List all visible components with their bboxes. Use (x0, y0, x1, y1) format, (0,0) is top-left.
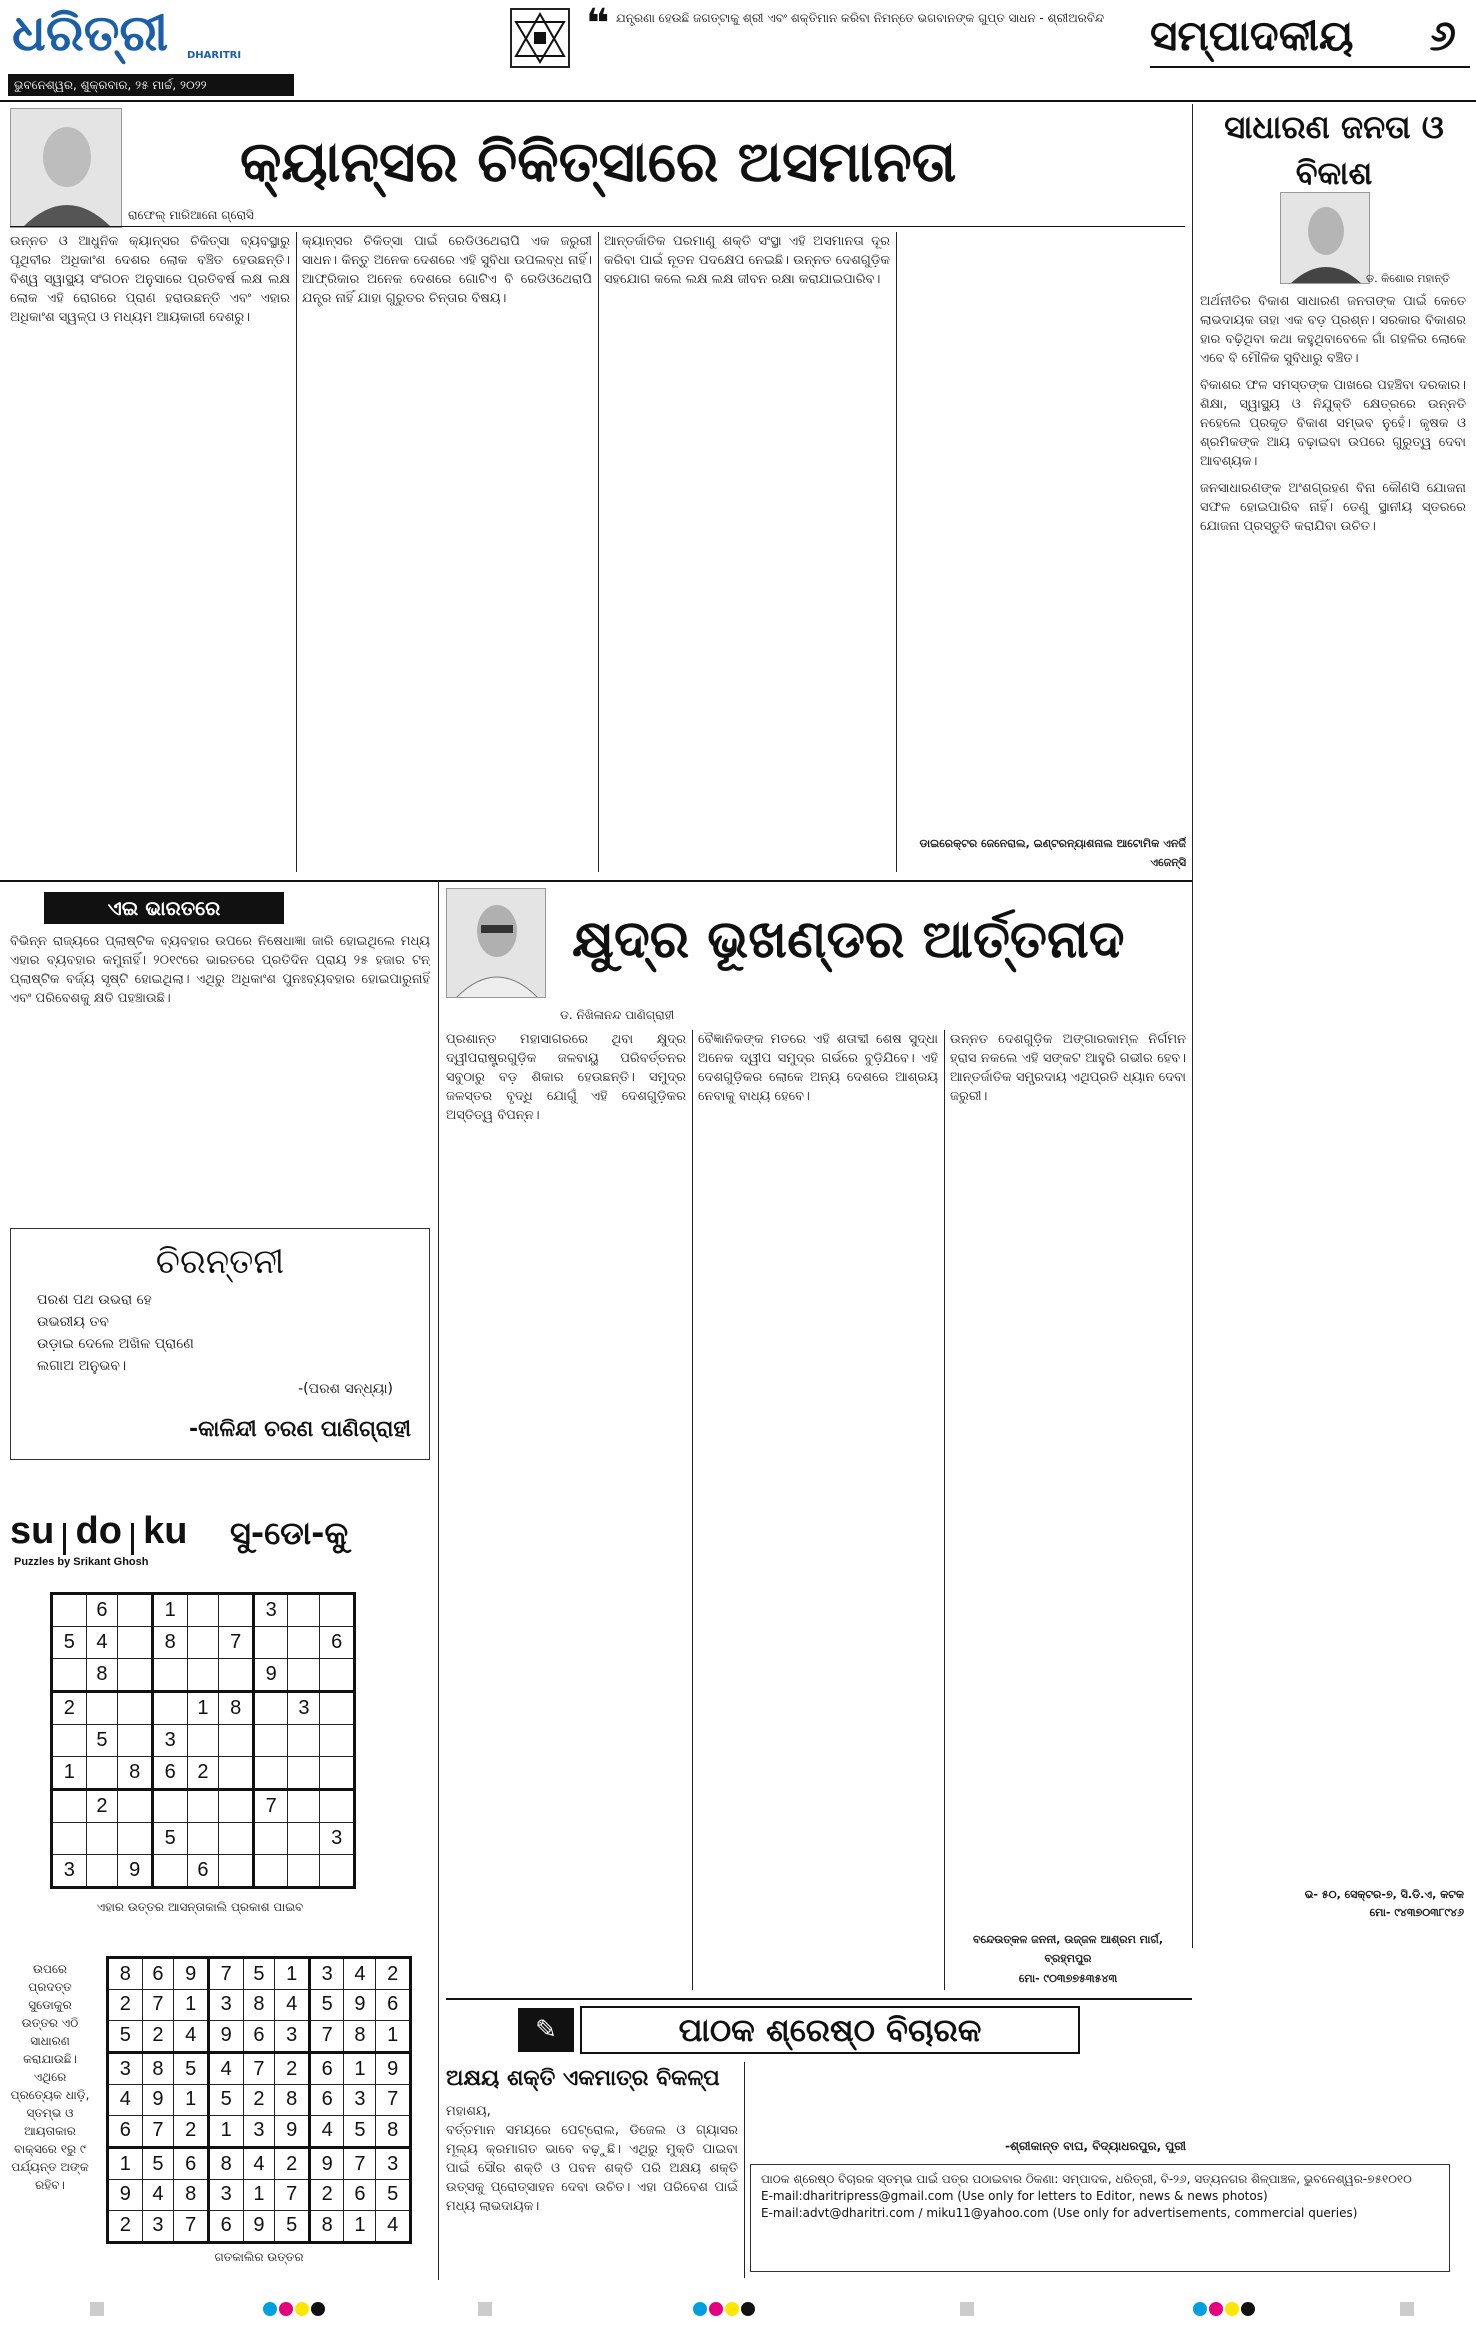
sudoku-row (52, 1789, 355, 1822)
sudoku-cell[interactable] (320, 1691, 355, 1724)
india-column (10, 932, 430, 1222)
sudoku-answer-cell: 2 (142, 2020, 174, 2052)
sudoku-answer-cell: 7 (208, 1958, 243, 1990)
masthead (0, 0, 1476, 100)
chirantani-line-2: ଉଭରୀୟ ତବ (37, 1314, 109, 1330)
chirantani-poet: -କାଳିନ୍ଦୀ ଚରଣ ପାଣିଗ୍ରାହୀ (188, 1417, 411, 1442)
side-paragraph-1: ଅର୍ଥନୀତିର ବିକାଶ ସାଧାରଣ ଜନତାଙ୍କ ପାଇଁ କେତେ ଲାଭଦାୟକ ତାହା ଏକ ବଡ଼ ପ୍ରଶ୍ନ। ସରକାର ବିକାଶର ହାର ବଢ଼ିଥିବା କଥା କହୁଥିବାବେଳେ ଗାଁ ଗହଳିର ଲୋକେ ଏବେ ବି ମୌଳିକ ସୁବିଧାରୁ ବଞ୍ଚିତ। (1200, 294, 1466, 366)
sudoku-cell[interactable] (118, 1658, 153, 1691)
sudoku-answer-cell: 4 (243, 2147, 275, 2179)
lead-bottom-rule (0, 880, 1192, 882)
sudoku-cell[interactable] (52, 1658, 87, 1691)
sudoku-answer-cell: 1 (344, 2210, 376, 2242)
sudoku-cell[interactable] (320, 1756, 355, 1789)
reader-col-rule (744, 2062, 745, 2278)
sudoku-cell[interactable] (288, 1658, 320, 1691)
sudoku-answer-cell: 8 (275, 2085, 310, 2116)
khurda-author-photo (446, 888, 546, 998)
sudoku-answer-cell: 7 (376, 2085, 411, 2116)
sudoku-cell[interactable] (288, 1789, 320, 1822)
sudoku-answer-cell: 4 (174, 2020, 209, 2052)
sudoku-cell[interactable] (118, 1823, 153, 1855)
sudoku-answer-cell: 5 (376, 2180, 411, 2211)
khurda-headline: କ୍ଷୁଦ୍ର ଭୂଖଣ୍ଡର ଆର୍ତ୍ତନାଦ (572, 910, 1125, 970)
side-headline: ସାଧାରଣ ଜନତା ଓ ବିକାଶ (1224, 108, 1444, 192)
sudoku-cell[interactable]: 6 (152, 1756, 187, 1789)
sudoku-cell[interactable]: 5 (86, 1725, 118, 1757)
sudoku-cell[interactable] (152, 1691, 187, 1724)
sudoku-answer-row (108, 2085, 411, 2116)
sudoku-answer-cell: 4 (142, 2180, 174, 2211)
registration-strip (0, 2288, 1476, 2328)
lead-column-3 (604, 232, 890, 872)
sudoku-answer-cell: 1 (275, 1958, 310, 1990)
side-paragraph-3: ଜନସାଧାରଣଙ୍କ ଅଂଶଗ୍ରହଣ ବିନା କୌଣସି ଯୋଜନା ସଫଳ ହୋଇପାରିବ ନାହିଁ। ତେଣୁ ସ୍ଥାନୀୟ ସ୍ତରରେ ଯୋଜନା ପ୍ରସ୍ତୁତି କରାଯିବା ଉଚିତ। (1200, 481, 1466, 534)
lead-column-1 (10, 232, 290, 872)
sudoku-answer-cell: 2 (275, 2052, 310, 2084)
sudoku-answer-cell: 8 (174, 2180, 209, 2211)
logo-sub: DHARITRI (187, 50, 242, 61)
reader-email-advt[interactable]: E-mail:advt@dharitri.com / miku11@yahoo.com (Use only for advertisements, commercial queries) (761, 2206, 1358, 2220)
lead-paragraph-3: ଆନ୍ତର୍ଜାତିକ ପରମାଣୁ ଶକ୍ତି ସଂସ୍ଥା ଏହି ଅସମାନତା ଦୂର କରିବା ପାଇଁ ନୂତନ ପଦକ୍ଷେପ ନେଇଛି। ଉନ୍ନତ ଦେଶଗୁଡ଼ିକ ସହଯୋଗ କଲେ ଲକ୍ଷ ଲକ୍ଷ ଜୀବନ ରକ୍ଷା କରାଯାଇପାରିବ। (604, 234, 890, 287)
sudoku-cell[interactable] (118, 1691, 153, 1724)
khurda-paragraph-2: ବୈଜ୍ଞାନିକଙ୍କ ମତରେ ଏହି ଶତାବ୍ଦୀ ଶେଷ ସୁଦ୍ଧା ଅନେକ ଦ୍ୱୀପ ସମୁଦ୍ର ଗର୍ଭରେ ବୁଡ଼ିଯିବେ। ଏହି ଦେଶଗୁଡ଼ିକର ଲୋକେ ଅନ୍ୟ ଦେଶରେ ଆଶ୍ରୟ ନେବାକୁ ବାଧ୍ୟ ହେବେ। (698, 1032, 938, 1104)
sudoku-row (52, 1725, 355, 1757)
sudoku-answer-cell: 1 (108, 2147, 143, 2179)
sudoku-cell[interactable]: 9 (253, 1658, 288, 1691)
sudoku-cell[interactable]: 1 (52, 1756, 87, 1789)
sudoku-answer-cell: 7 (142, 1990, 174, 2021)
sudoku-answer-row (108, 2115, 411, 2147)
logo-text: ଧରିତ୍ରୀ (12, 3, 169, 62)
sudoku-answer-cell: 4 (208, 2052, 243, 2084)
sudoku-cell[interactable] (288, 1627, 320, 1659)
sudoku-logo-do: do (75, 1510, 122, 1552)
sudoku-cell[interactable] (219, 1756, 254, 1789)
sudoku-cell[interactable]: 6 (86, 1594, 118, 1627)
sudoku-answer-row (108, 2020, 411, 2052)
sudoku-answer-cell: 7 (309, 2020, 344, 2052)
side-footer: ଭ- ୫୦, ସେକ୍ଟର-୭, ସି.ଡି.ଏ, କଟକ (1304, 1888, 1464, 1901)
sudoku-title: ସୁ-ଡୋ-କୁ (230, 1514, 349, 1552)
sudoku-cell[interactable]: 7 (253, 1789, 288, 1822)
sudoku-cell[interactable] (52, 1725, 87, 1757)
sudoku-cell[interactable] (187, 1627, 219, 1659)
sudoku-cell[interactable] (253, 1854, 288, 1887)
sudoku-answer-cell: 9 (376, 2052, 411, 2084)
reader-headline: ଅକ୍ଷୟ ଶକ୍ତି ଏକମାତ୍ର ବିକଳ୍ପ (446, 2066, 720, 2091)
sudoku-cell[interactable] (219, 1789, 254, 1822)
sudoku-answer-row (108, 2052, 411, 2084)
sudoku-cell[interactable] (86, 1691, 118, 1724)
sudoku-cell[interactable] (288, 1823, 320, 1855)
sudoku-row (52, 1823, 355, 1855)
sudoku-answer-cell: 3 (208, 1990, 243, 2021)
sudoku-answer-cell: 5 (275, 2210, 310, 2242)
sudoku-cell[interactable]: 8 (118, 1756, 153, 1789)
sudoku-cell[interactable] (152, 1789, 187, 1822)
dateline: ଭୁବନେଶ୍ୱର, ଶୁକ୍ରବାର, ୨୫ ମାର୍ଚ୍ଚ, ୨୦୨୨ (14, 78, 207, 92)
sudoku-answer-cell: 2 (376, 1958, 411, 1990)
india-title (44, 892, 284, 924)
lead-paragraph-1: ଉନ୍ନତ ଓ ଆଧୁନିକ କ୍ୟାନ୍‌ସର ଚିକିତ୍ସା ବ୍ୟବସ୍ଥାରୁ ପୃଥିବୀର ଅଧିକାଂଶ ଦେଶର ଲୋକ ବଞ୍ଚିତ ହେଉଛନ୍ତି। ବିଶ୍ୱ ସ୍ୱାସ୍ଥ୍ୟ ସଂଗଠନ ଅନୁସାରେ ପ୍ରତିବର୍ଷ ଲକ୍ଷ ଲକ୍ଷ ଲୋକ ଏହି ରୋଗରେ ପ୍ରାଣ ହରାଉଛନ୍ତି ଏବଂ ଏହାର ଅଧିକାଂଶ ସ୍ୱଳ୍ପ ଓ ମଧ୍ୟମ ଆୟକାରୀ ଦେଶରୁ। (10, 234, 290, 325)
sudoku-answer-cell: 5 (309, 1990, 344, 2021)
sudoku-row (52, 1756, 355, 1789)
sudoku-answer-cell: 6 (108, 2115, 143, 2147)
sudoku-answer-cell: 7 (344, 2147, 376, 2179)
india-body: ବିଭିନ୍ନ ରାଜ୍ୟରେ ପ୍ଲାଷ୍ଟିକ ବ୍ୟବହାର ଉପରେ ନିଷେଧାଜ୍ଞା ଜାରି ହୋଇଥିଲେ ମଧ୍ୟ ଏହାର ବ୍ୟବହାର କମୁନାହିଁ। ୨୦୧୯ରେ ଭାରତରେ ପ୍ରତିଦିନ ପ୍ରାୟ ୨୫ ହଜାର ଟନ୍ ପ୍ଲାଷ୍ଟିକ ବର୍ଜ୍ୟ ସୃଷ୍ଟି ହୋଇଥିଲା। ଏଥିରୁ ଅଧିକାଂଶ ପୁନଃବ୍ୟବହାର ହୋଇପାରୁନାହିଁ ଏବଂ ପରିବେଶକୁ କ୍ଷତି ପହଞ୍ଚାଉଛି। (10, 934, 430, 1006)
sudoku-cell[interactable] (152, 1854, 187, 1887)
sudoku-cell[interactable]: 6 (187, 1854, 219, 1887)
sudoku-answer-row (108, 1958, 411, 1990)
khurda-phone: ମୋ- ୯୦୩୭୭୫୩୫୪୩ (1018, 1972, 1118, 1985)
lead-paragraph-2: କ୍ୟାନ୍‌ସର ଚିକିତ୍ସା ପାଇଁ ରେଡିଓଥେରାପି ଏକ ଜରୁରୀ ସାଧନ। କିନ୍ତୁ ଅନେକ ଦେଶରେ ଏହି ସୁବିଧା ଉପଲବ୍ଧ ନାହିଁ। ଆଫ୍ରିକାର ଅନେକ ଦେଶରେ ଗୋଟିଏ ବି ରେଡିଓଥେରାପି ଯନ୍ତ୍ର ନାହିଁ ଯାହା ଗୁରୁତର ଚିନ୍ତାର ବିଷୟ। (302, 234, 592, 306)
sudoku-answer-cell: 7 (275, 2180, 310, 2211)
sudoku-answer-cell: 8 (208, 2147, 243, 2179)
sudoku-answer-cell: 1 (344, 2052, 376, 2084)
side-column (1200, 292, 1466, 1882)
sudoku-cell[interactable] (320, 1658, 355, 1691)
sudoku-answer-cell: 9 (243, 2210, 275, 2242)
sudoku-answer-cell: 5 (208, 2085, 243, 2116)
sudoku-cell[interactable] (219, 1594, 254, 1627)
chirantani-line-1: ପରଶ ପଥ ଉଭରା ହେ (37, 1292, 152, 1308)
sudoku-answer-cell: 2 (108, 1990, 143, 2021)
sudoku-cell[interactable]: 3 (52, 1854, 87, 1887)
chirantani-line-4: ଲଗାଅ ଅନୁଭବ। (37, 1358, 127, 1374)
sudoku-cell[interactable] (187, 1594, 219, 1627)
sudoku-answer-row (108, 2180, 411, 2211)
sudoku-answer-cell: 6 (142, 1958, 174, 1990)
sudoku-answer-cell: 6 (243, 2020, 275, 2052)
sudoku-cell[interactable] (219, 1725, 254, 1757)
sudoku-cell[interactable]: 3 (320, 1823, 355, 1855)
sudoku-cell[interactable]: 8 (219, 1691, 254, 1724)
sudoku-cell[interactable] (219, 1854, 254, 1887)
sudoku-row (52, 1854, 355, 1887)
sudoku-grid[interactable] (50, 1592, 356, 1889)
sudoku-cell[interactable] (253, 1627, 288, 1659)
reader-letter-column (446, 2102, 738, 2278)
khurda-col-rule-2 (944, 1030, 945, 1990)
sudoku-answer-cell: 9 (309, 2147, 344, 2179)
sudoku-answer-grid (106, 1956, 412, 2244)
chirantani-source: -(ପରଶ ସନ୍ଧ୍ୟା) (298, 1381, 393, 1397)
sudoku-answer-cell: 6 (174, 2147, 209, 2179)
sudoku-cell[interactable] (118, 1725, 153, 1757)
lead-column-4 (902, 232, 1186, 872)
khurda-column-2 (698, 1030, 938, 1990)
sudoku-answer-cell: 1 (243, 2180, 275, 2211)
sudoku-cell[interactable] (52, 1594, 87, 1627)
sudoku-answer-cell: 7 (174, 2210, 209, 2242)
sudoku-answer-cell: 7 (142, 2115, 174, 2147)
sudoku-answer-row (108, 2210, 411, 2242)
sudoku-cell[interactable] (187, 1725, 219, 1757)
chirantani-title: ଚିରନ୍ତନୀ (155, 1242, 285, 1282)
reader-top-rule (446, 1998, 1192, 2000)
sudoku-answer-cell: 9 (174, 1958, 209, 1990)
reader-banner (535, 2006, 1080, 2054)
sudoku-cell[interactable] (52, 1789, 87, 1822)
sudoku-cell[interactable] (152, 1658, 187, 1691)
lead-col-rule-2 (598, 232, 599, 872)
side-col-rule (1192, 104, 1193, 1948)
sudoku-answer-cell: 2 (309, 2180, 344, 2211)
sudoku-cell[interactable]: 8 (86, 1658, 118, 1691)
chirantani-box (10, 1228, 430, 1460)
reader-signature: -ଶ୍ରୀକାନ୍ତ ବାଘ, ବିଦ୍ୟାଧରପୁର, ପୁରୀ (1005, 2139, 1186, 2153)
sudoku-answer-cell: 4 (108, 2085, 143, 2116)
side-paragraph-2: ବିକାଶର ଫଳ ସମସ୍ତଙ୍କ ପାଖରେ ପହଞ୍ଚିବା ଦରକାର। ଶିକ୍ଷା, ସ୍ୱାସ୍ଥ୍ୟ ଓ ନିଯୁକ୍ତି କ୍ଷେତ୍ରରେ ଉନ୍ନତି ନହେଲେ ପ୍ରକୃତ ବିକାଶ ସମ୍ଭବ ନୁହେଁ। କୃଷକ ଓ ଶ୍ରମିକଙ୍କ ଆୟ ବଢ଼ାଇବା ଉପରେ ଗୁରୁତ୍ୱ ଦେବା ଆବଶ୍ୟକ। (1200, 378, 1466, 469)
sudoku-answer-cell: 5 (344, 2115, 376, 2147)
sudoku-answer-cell: 6 (208, 2210, 243, 2242)
sudoku-cell[interactable] (320, 1789, 355, 1822)
sudoku-answer-cell: 2 (174, 2115, 209, 2147)
sudoku-answer-note: ଗତକାଲିର ଉତ୍ତର (214, 2250, 304, 2264)
sudoku-cell[interactable] (86, 1823, 118, 1855)
sudoku-answer-cell: 3 (376, 2147, 411, 2179)
lead-column-2 (302, 232, 592, 872)
sudoku-cell[interactable] (253, 1691, 288, 1724)
khurda-footer: ବନ୍ଦେଉତ୍କଳ ଜନନୀ, ଉଜ୍ଜଳ ଆଶ୍ରମ ମାର୍ଗ, ବ୍ରହ୍ମପୁର (972, 1933, 1164, 1965)
sudoku-answer-cell: 4 (376, 2210, 411, 2242)
sudoku-cell[interactable] (253, 1725, 288, 1757)
sudoku-cell[interactable] (187, 1823, 219, 1855)
sudoku-answer-cell: 3 (275, 2020, 310, 2052)
sudoku-cell[interactable]: 4 (86, 1627, 118, 1659)
sudoku-answer-cell: 9 (108, 2180, 143, 2211)
masthead-rule (0, 100, 1476, 102)
lead-author-caption: ରାଫେଲ୍ ମାରିଆନୋ ଗ୍ରୋସି (128, 208, 254, 222)
reader-banner-icon: ✎ (518, 2008, 574, 2052)
sudoku-answer-cell: 9 (344, 1990, 376, 2021)
sudoku-answer-cell: 2 (108, 2210, 143, 2242)
sudoku-answer-cell: 3 (309, 1958, 344, 1990)
sudoku-cell[interactable]: 7 (219, 1627, 254, 1659)
sudoku-cell[interactable]: 6 (320, 1627, 355, 1659)
khurda-paragraph-1: ପ୍ରଶାନ୍ତ ମହାସାଗରରେ ଥିବା କ୍ଷୁଦ୍ର ଦ୍ୱୀପରାଷ୍ଟ୍ରଗୁଡ଼ିକ ଜଳବାୟୁ ପରିବର୍ତ୍ତନର ସବୁଠାରୁ ବଡ଼ ଶିକାର ହେଉଛନ୍ତି। ସମୁଦ୍ର ଜଳସ୍ତର ବୃଦ୍ଧି ଯୋଗୁଁ ଏହି ଦେଶଗୁଡ଼ିକର ଅସ୍ତିତ୍ୱ ବିପନ୍ନ। (446, 1032, 686, 1123)
sudoku-answer-cell: 5 (243, 1958, 275, 1990)
sudoku-answer-cell: 2 (275, 2147, 310, 2179)
sudoku-cell[interactable] (288, 1756, 320, 1789)
sudoku-answer-cell: 7 (243, 2052, 275, 2084)
sudoku-row (52, 1658, 355, 1691)
sudoku-answer-cell: 4 (344, 1958, 376, 1990)
sudoku-cell[interactable] (86, 1756, 118, 1789)
reader-contact-title: ପାଠକ ଶ୍ରେଷ୍ଠ ବିଚାରକ ସ୍ତମ୍ଭ ପାଇଁ ପତ୍ର ପଠାଇବାର ଠିକଣା: ସମ୍ପାଦକ, ଧରିତ୍ରୀ, ବି-୨୬, ସତ୍ୟନଗର ଶିଳ୍ପାଞ୍ଚଳ, ଭୁବନେଶ୍ୱର-୭୫୧୦୧୦ (761, 2172, 1412, 2186)
sudoku-cell[interactable]: 2 (187, 1756, 219, 1789)
side-author-photo (1280, 192, 1370, 284)
emblem-icon (510, 8, 570, 68)
sudoku-cell[interactable] (118, 1789, 153, 1822)
sudoku-cell[interactable] (118, 1594, 153, 1627)
sudoku-answer-cell: 4 (309, 2115, 344, 2147)
chirantani-line-3: ଉଡ଼ାଇ ଦେଲେ ଅଖିଳ ପ୍ରାଣେ (37, 1336, 194, 1352)
sudoku-cell[interactable]: 2 (86, 1789, 118, 1822)
sudoku-row (52, 1627, 355, 1659)
khurda-author-caption: ଡ. ନିଖିଳାନନ୍ଦ ପାଣିଗ୍ରାହୀ (560, 1008, 675, 1022)
sudoku-cell[interactable]: 2 (52, 1691, 87, 1724)
sudoku-cell[interactable]: 5 (52, 1627, 87, 1659)
section-name: ସମ୍ପାଦକୀୟ (1150, 11, 1354, 60)
sudoku-cell[interactable]: 3 (253, 1594, 288, 1627)
sudoku-cell[interactable]: 8 (152, 1627, 187, 1659)
sudoku-logo-su: su (10, 1510, 55, 1552)
sudoku-answer-cell: 9 (208, 2020, 243, 2052)
page-number: ୬ (1429, 11, 1456, 60)
lead-headline-rule (10, 226, 1185, 227)
sudoku-answer-cell: 3 (243, 2115, 275, 2147)
sudoku-answer-cell: 5 (174, 2052, 209, 2084)
section-title (1150, 6, 1470, 68)
lead-col-rule-3 (896, 232, 897, 872)
sudoku-note: ଏହାର ଉତ୍ତର ଆସନ୍ତାକାଲି ପ୍ରକାଶ ପାଇବ (96, 1900, 304, 1914)
sudoku-cell[interactable] (219, 1823, 254, 1855)
sudoku-answer-cell: 8 (108, 1958, 143, 1990)
sudoku-cell[interactable] (288, 1725, 320, 1757)
sudoku-logo-ku: ku (143, 1510, 188, 1552)
india-title-text: ଏଇ ଭାରତରେ (107, 896, 221, 920)
sudoku-cell[interactable]: 9 (118, 1854, 153, 1887)
sudoku-cell[interactable] (320, 1594, 355, 1627)
khurda-column-3 (950, 1030, 1186, 1990)
sudoku-logo (10, 1510, 188, 1555)
sudoku-cell[interactable]: 1 (187, 1691, 219, 1724)
sudoku-cell[interactable]: 3 (152, 1725, 187, 1757)
sudoku-row (52, 1691, 355, 1724)
khurda-paragraph-3: ଉନ୍ନତ ଦେଶଗୁଡ଼ିକ ଅଙ୍ଗାରକାମ୍ଳ ନିର୍ଗମନ ହ୍ରାସ ନକଲେ ଏହି ସଙ୍କଟ ଆହୁରି ଗଭୀର ହେବ। ଆନ୍ତର୍ଜାତିକ ସମ୍ପ୍ରଦାୟ ଏଥିପ୍ରତି ଧ୍ୟାନ ଦେବା ଜରୁରୀ। (950, 1032, 1186, 1104)
sudoku-cell[interactable] (187, 1658, 219, 1691)
sudoku-answer-cell: 6 (309, 2052, 344, 2084)
reader-salutation: ମହାଶୟ, (446, 2104, 491, 2119)
sudoku-cell[interactable] (253, 1756, 288, 1789)
sudoku-row (52, 1594, 355, 1627)
sudoku-answer-cell: 9 (142, 2085, 174, 2116)
reader-signature-column (750, 2066, 1186, 2156)
sudoku-answer-row (108, 2147, 411, 2179)
sudoku-answer-cell: 1 (174, 1990, 209, 2021)
sudoku-answer-section (10, 1948, 430, 2278)
sudoku-answer-cell: 6 (344, 2180, 376, 2211)
sudoku-answer-cell: 8 (344, 2020, 376, 2052)
sudoku-answer-cell: 4 (275, 1990, 310, 2021)
sudoku-cell[interactable] (219, 1658, 254, 1691)
reader-body: ବର୍ତ୍ତମାନ ସମୟରେ ପେଟ୍ରୋଲ, ଡିଜେଲ ଓ ଗ୍ୟାସର ମୂଲ୍ୟ କ୍ରମାଗତ ଭାବେ ବଢ଼ୁଛି। ଏଥିରୁ ମୁକ୍ତି ପାଇବା ପାଇଁ ସୌର ଶକ୍ତି ଓ ପବନ ଶକ୍ତି ପରି ଅକ୍ଷୟ ଶକ୍ତି ଉତ୍ସକୁ ପ୍ରୋତ୍ସାହନ ଦେବା ଉଚିତ। ଏହା ପରିବେଶ ପାଇଁ ମଧ୍ୟ ଲାଭଦାୟକ। (446, 2123, 738, 2214)
sudoku-cell[interactable]: 1 (152, 1594, 187, 1627)
masthead-quote: ଯନ୍ତ୍ରଣା ହେଉଛି ଜଗତ୍‌ଟାକୁ ଶ୍ରୀ ଏବଂ ଶକ୍ତିମାନ କରିବା ନିମନ୍ତେ ଭଗବାନଙ୍କ ଗୁପ୍ତ ସାଧନ - ଶ୍ରୀଅରବିନ୍ଦ (616, 11, 1104, 25)
sudoku-cell[interactable] (187, 1789, 219, 1822)
logo (12, 4, 282, 66)
quote-mark-icon: ❝ (586, 1, 610, 47)
reader-contact-box (750, 2164, 1450, 2272)
sudoku-answer-cell: 6 (376, 1990, 411, 2021)
sudoku-cell[interactable] (52, 1823, 87, 1855)
left-sidebar-rule (438, 880, 439, 2280)
khurda-col-rule-1 (692, 1030, 693, 1990)
khurda-column-1 (446, 1030, 686, 1990)
sudoku-answer-cell: 5 (108, 2020, 143, 2052)
sudoku-answer-cell: 2 (243, 2085, 275, 2116)
sudoku-answer-cell: 1 (174, 2085, 209, 2116)
sudoku-cell[interactable] (320, 1725, 355, 1757)
sudoku-cell[interactable] (86, 1854, 118, 1887)
sudoku-answer-cell: 1 (208, 2115, 243, 2147)
sudoku-cell[interactable]: 5 (152, 1823, 187, 1855)
sudoku-answer-row (108, 1990, 411, 2021)
sudoku-answer-cell: 8 (376, 2115, 411, 2147)
sudoku-answer-cell: 5 (142, 2147, 174, 2179)
sudoku-answer-cell: 3 (344, 2085, 376, 2116)
sudoku-answer-cell: 8 (309, 2210, 344, 2242)
sudoku-cell[interactable]: 3 (288, 1691, 320, 1724)
side-phone: ମୋ- ୯୪୩୭୦୩୮୯୪୬ (1369, 1906, 1464, 1919)
sudoku-cell[interactable] (118, 1627, 153, 1659)
sudoku-answer-cell: 9 (275, 2115, 310, 2147)
sudoku-cell[interactable] (320, 1854, 355, 1887)
sudoku-answer-cell: 1 (376, 2020, 411, 2052)
sudoku-answer-cell: 3 (208, 2180, 243, 2211)
lead-footer: ଡାଇରେକ୍ଟର ଜେନେରାଲ, ଇଣ୍ଟରନ୍ୟାଶନାଲ ଆଟୋମିକ ଏନର୍ଜି ଏଜେନ୍ସି (919, 837, 1186, 869)
sudoku-answer-cell: 8 (243, 1990, 275, 2021)
sudoku-answer-side-text: ଉପରେ ପ୍ରଦତ୍ତ ସୁଡୋକୁର ଉତ୍ତର ଏଠି ସାଧାରଣ କରାଯାଉଛି। ଏଥିରେ ପ୍ରତ୍ୟେକ ଧାଡ଼ି, ସ୍ତମ୍ଭ ଓ ଆୟତାକାର ବାକ୍ସରେ ୧ରୁ ୯ ପର୍ଯ୍ୟନ୍ତ ଅଙ୍କ ରହିବ। (10, 1962, 90, 2192)
sudoku-section (10, 1500, 430, 1940)
side-author-caption: ଡ. କିଶୋର ମହାନ୍ତି (1366, 272, 1450, 285)
sudoku-answer-cell: 3 (142, 2210, 174, 2242)
lead-author-photo (10, 108, 122, 228)
sudoku-cell[interactable] (253, 1823, 288, 1855)
sudoku-cell[interactable] (288, 1594, 320, 1627)
sudoku-answer-cell: 3 (108, 2052, 143, 2084)
sudoku-answer-cell: 6 (309, 2085, 344, 2116)
lead-col-rule-1 (296, 232, 297, 872)
dateline-bar (8, 74, 294, 96)
reader-banner-text: ପାଠକ ଶ୍ରେଷ୍ଠ ବିଚାରକ (678, 2011, 982, 2049)
sudoku-answer-cell: 8 (142, 2052, 174, 2084)
lead-headline: କ୍ୟାନ୍‌ସର ଚିକିତ୍ସାରେ ଅସମାନତା (240, 130, 957, 195)
sudoku-byline: Puzzles by Srikant Ghosh (14, 1556, 149, 1568)
sudoku-cell[interactable] (288, 1854, 320, 1887)
reader-email-editor[interactable]: E-mail:dharitripress@gmail.com (Use only for letters to Editor, news & news photos) (761, 2189, 1268, 2203)
